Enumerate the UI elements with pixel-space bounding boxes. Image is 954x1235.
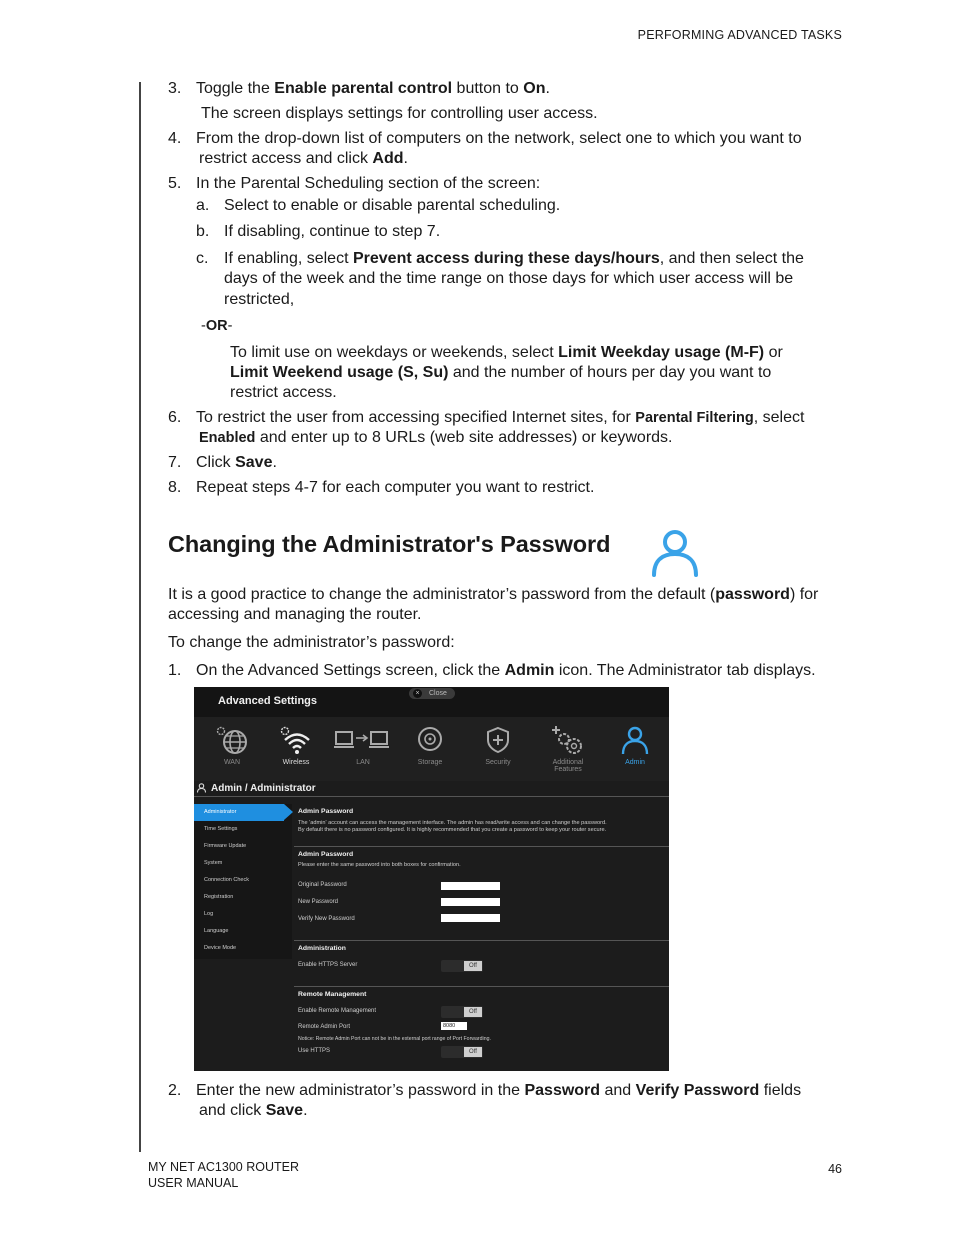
step-number: 8. [168,479,182,496]
or-separator: -OR- [201,318,233,334]
substep-c-line-2: days of the week and the time range on those days for which user access will be [224,270,794,287]
wireless-tab[interactable]: Wireless [266,725,326,766]
step-number: 6. [168,409,182,426]
lan-tab[interactable]: LAN [333,725,393,766]
original-password-label: Original Password [298,882,347,888]
new-password-input[interactable] [441,898,500,906]
breadcrumb: Admin / Administrator [211,783,316,794]
use-https-label: Use HTTPS [298,1048,331,1054]
storage-tab[interactable]: Storage [400,725,460,766]
globe-gear-icon [215,725,249,755]
page-number: 46 [828,1162,842,1176]
close-icon: × [413,689,422,698]
alt-line-3: restrict access. [230,384,337,401]
margin-rule [139,82,141,1152]
step-number: 5. [168,175,182,192]
step-3-note: The screen displays settings for controlling user access. [201,105,598,122]
step-8-text: Repeat steps 4-7 for each computer you want to restrict. [196,479,595,496]
step-number: 3. [168,80,182,97]
settings-icon-bar [194,717,669,781]
security-tab[interactable]: Security [468,725,528,766]
step-3-text: Toggle the Enable parental control button to On. [196,80,550,97]
footer-doc: USER MANUAL [148,1176,239,1190]
admin-step-2-line-1: Enter the new administrator’s password in the Password and Verify Password fields [196,1082,802,1099]
divider [294,940,669,941]
alt-line-1: To limit use on weekdays or weekends, select Limit Weekday usage (M-F) or [230,344,783,361]
close-button[interactable]: × Close [409,688,455,699]
section-title: Changing the Administrator's Password [168,531,611,557]
administration-heading: Administration [298,945,346,952]
https-server-label: Enable HTTPS Server [298,962,358,968]
substep-letter: a. [196,197,210,214]
sidebar-item-registration[interactable]: Registration [204,894,234,900]
lan-icon [333,725,393,755]
intro-line-2: accessing and managing the router. [168,606,422,623]
wifi-gear-icon [279,725,313,755]
selected-arrow [284,804,293,820]
verify-password-input[interactable] [441,914,500,922]
admin-step-2-line-2: and click Save. [199,1102,308,1119]
user-icon [620,725,650,755]
divider [294,986,669,987]
sidebar-item-device-mode[interactable]: Device Mode [204,945,237,951]
change-password-desc: Please enter the same password into both boxes for confirmation. [298,862,461,868]
substep-letter: c. [196,250,209,267]
remote-management-toggle[interactable]: Off [441,1006,483,1018]
wan-tab[interactable]: WAN [202,725,262,766]
step-number: 2. [168,1082,182,1099]
step-4-line-1: From the drop-down list of computers on the network, select one to which you want to [196,130,802,147]
substep-letter: b. [196,223,210,240]
step-6-line-1: To restrict the user from accessing specified Internet sites, for Parental Filtering, select [196,409,805,426]
alt-line-2: Limit Weekend usage (S, Su) and the number of hours per day you want to [230,364,772,381]
new-password-label: New Password [298,899,339,905]
change-password-heading: Admin Password [298,851,354,858]
remote-management-heading: Remote Management [298,991,367,998]
divider [194,796,669,797]
sidebar-item-log[interactable]: Log [204,911,214,917]
step-4-line-2: restrict access and click Add. [199,150,408,167]
admin-password-heading: Admin Password [298,808,354,815]
remote-port-notice: Notice: Remote Admin Port can not be in the external port range of Port Forwarding. [298,1036,491,1042]
admin-password-desc-2: By default there is no password configured. It is highly recommended that you create a password to keep your router secure. [298,827,607,833]
additional-features-tab[interactable]: Additional Features [538,725,598,773]
sidebar-item-firmware-update[interactable]: Firmware Update [204,843,247,849]
https-server-toggle[interactable]: Off [441,960,483,972]
verify-password-label: Verify New Password [298,916,355,922]
sidebar-item-time-settings[interactable]: Time Settings [204,826,238,832]
divider [294,846,669,847]
original-password-input[interactable] [441,882,500,890]
sidebar-item-system[interactable]: System [204,860,223,866]
substep-b-text: If disabling, continue to step 7. [224,223,441,240]
user-icon [650,527,700,577]
substep-a-text: Select to enable or disable parental scheduling. [224,197,561,214]
remote-port-label: Remote Admin Port [298,1024,351,1030]
step-6-line-2: Enabled and enter up to 8 URLs (web site addresses) or keywords. [199,429,673,446]
storage-icon [415,725,445,755]
step-5-line-1: In the Parental Scheduling section of the screen: [196,175,541,192]
gears-plus-icon [551,725,585,755]
remote-management-label: Enable Remote Management [298,1008,377,1014]
step-number: 4. [168,130,182,147]
running-header: PERFORMING ADVANCED TASKS [637,28,842,42]
sidebar-item-connection-check[interactable]: Connection Check [204,877,249,883]
shield-icon [483,725,513,755]
intro-line-1: It is a good practice to change the administrator’s password from the default (password) for [168,586,819,603]
use-https-toggle[interactable]: Off [441,1046,483,1058]
footer-product: MY NET AC1300 ROUTER [148,1160,299,1174]
step-number: 1. [168,662,182,679]
screenshot-title: Advanced Settings [218,695,318,707]
step-7-text: Click Save. [196,454,277,471]
remote-port-input[interactable]: 8080 [441,1022,467,1030]
admin-password-desc-1: The 'admin' account can access the management interface. The admin has read/write access and can change the password. [298,820,607,826]
admin-tab[interactable]: Admin [605,725,665,766]
step-number: 7. [168,454,182,471]
intro-line-3: To change the administrator’s password: [168,634,455,651]
admin-step-1-text: On the Advanced Settings screen, click the Admin icon. The Administrator tab displays. [196,662,816,679]
substep-c-line-3: restricted, [224,291,295,308]
advanced-settings-screenshot [194,687,669,1071]
substep-c-line-1: If enabling, select Prevent access during these days/hours, and then select the [224,250,804,267]
sidebar-item-language[interactable]: Language [204,928,229,934]
user-icon [197,783,206,793]
sidebar-item-administrator[interactable]: Administrator [194,804,284,821]
